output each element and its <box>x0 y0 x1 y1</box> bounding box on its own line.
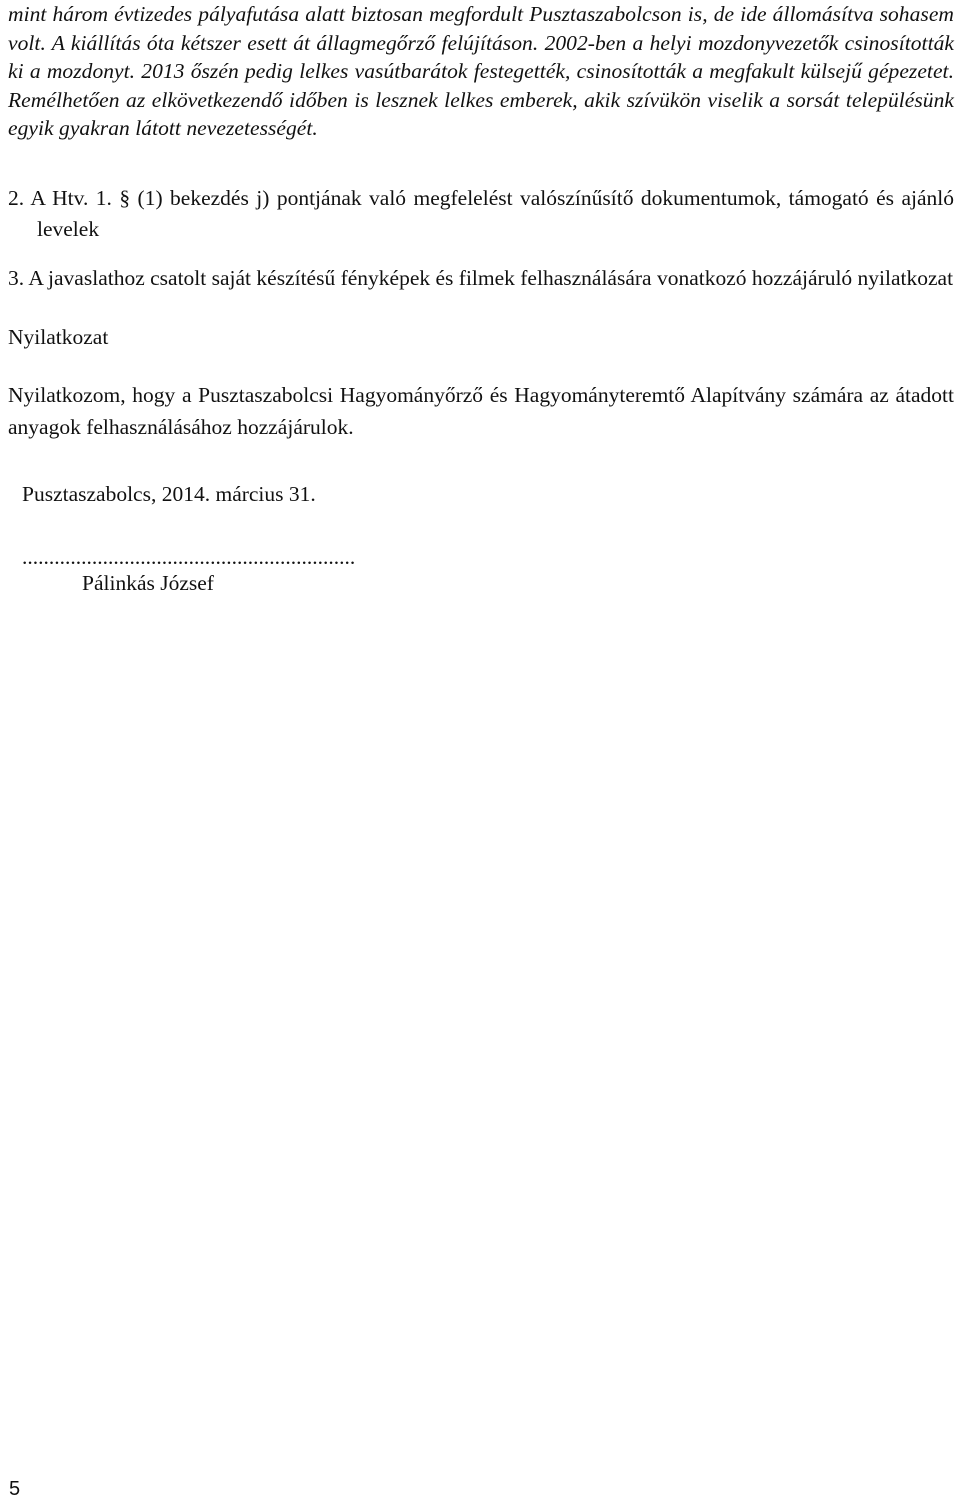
signature-line: .............................................................. <box>22 544 356 569</box>
statement-paragraph: Nyilatkozom, hogy a Pusztaszabolcsi Hagyományőrző és Hagyományteremtő Alapítvány számára az átadott anyagok felhasználásához hozzájárulok. <box>8 382 954 439</box>
list-item-number: 3. <box>8 265 25 290</box>
page-number: 5 <box>9 1478 21 1500</box>
intro-paragraph: mint három évtizedes pályafutása alatt biztosan megfordult Pusztaszabolcson is, de ide állomásítva sohasem volt. A kiállítás óta kétszer esett át állagmegőrző felújításon. 2002-ben a helyi mozdonyvezetők csinosították ki a mozdonyt. 2013 őszén pedig lelkes vasútbarátok festegették, csinosították a megfakult külsejű gépezetet. Remélhetően az elkövetkezendő időben is lesznek lelkes emberek, akik szívükön viselik a sorsát településünk egyik gyakran látott nevezetességét. <box>8 2 954 140</box>
list-item-3 <box>8 263 954 294</box>
list-item-number: 2. <box>8 185 25 210</box>
list-item-text: A Htv. 1. § (1) bekezdés j) pontjának való megfelelést valószínűsítő dokumentumok, támogató és ajánló levelek <box>30 185 954 241</box>
section-heading: Nyilatkozat <box>8 324 109 349</box>
signatory-name: Pálinkás József <box>82 570 214 595</box>
place-and-date: Pusztaszabolcs, 2014. március 31. <box>22 481 316 506</box>
list-item-2 <box>8 183 954 245</box>
document-page <box>8 0 954 599</box>
list-item-text: A javaslathoz csatolt saját készítésű fényképek és filmek felhasználására vonatkozó hozzájáruló nyilatkozat <box>28 265 954 290</box>
